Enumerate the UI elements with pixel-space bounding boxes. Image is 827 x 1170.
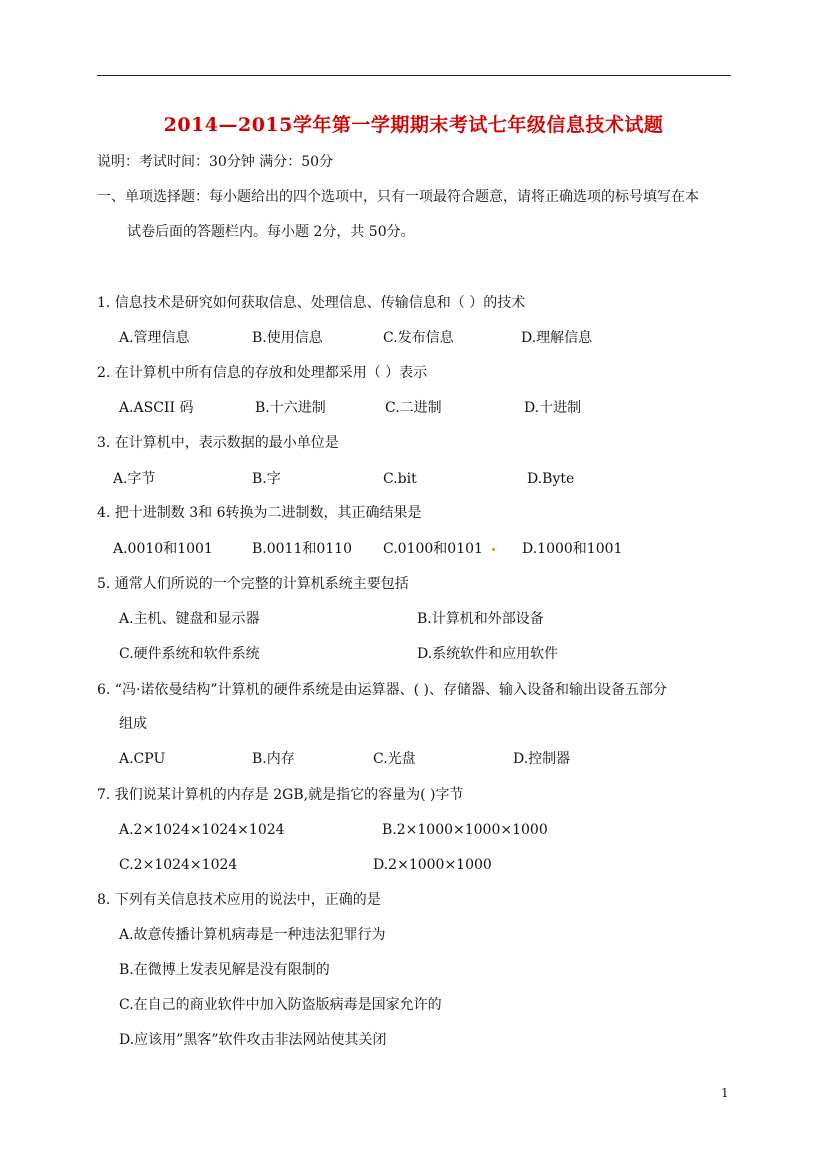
question-2-option-d: D.十进制	[524, 400, 582, 416]
section-instructions-line1: 一、单项选择题：每小题给出的四个选项中，只有一项最符合题意，请将正确选项的标号填写在本	[97, 189, 699, 205]
stray-dot	[492, 548, 495, 551]
question-1-option-d: D.理解信息	[521, 330, 593, 346]
question-4-stem: 4. 把十进制数 3和 6转换为二进制数，其正确结果是	[97, 505, 422, 521]
question-1-stem: 1. 信息技术是研究如何获取信息、处理信息、传输信息和（ ）的技术	[97, 295, 526, 311]
question-8-option-b: B.在微博上发表见解是没有限制的	[119, 962, 330, 978]
question-1-option-b: B.使用信息	[252, 330, 323, 346]
question-8-stem: 8. 下列有关信息技术应用的说法中，正确的是	[97, 892, 381, 908]
question-3-stem: 3. 在计算机中，表示数据的最小单位是	[97, 435, 339, 451]
question-6-option-c: C.光盘	[373, 751, 416, 767]
question-6-stem-continuation: 组成	[119, 716, 147, 732]
question-2-stem: 2. 在计算机中所有信息的存放和处理都采用（ ）表示	[97, 365, 428, 381]
question-8-option-d: D.应该用”黑客”软件攻击非法网站使其关闭	[119, 1032, 387, 1048]
question-5-option-b: B.计算机和外部设备	[417, 611, 544, 627]
question-1-option-c: C.发布信息	[383, 330, 454, 346]
question-7-option-b: B.2×1000×1000×1000	[382, 822, 548, 838]
question-3-option-b: B.字	[252, 471, 281, 487]
question-5-stem: 5. 通常人们所说的一个完整的计算机系统主要包括	[97, 576, 409, 592]
question-7-option-a: A.2×1024×1024×1024	[119, 822, 285, 838]
question-6-option-d: D.控制器	[513, 751, 571, 767]
question-3-option-c: C.bit	[383, 471, 417, 487]
question-3-option-a: A.字节	[113, 471, 156, 487]
header-rule	[97, 75, 731, 76]
question-7-option-d: D.2×1000×1000	[373, 857, 492, 873]
question-6-option-b: B.内存	[252, 751, 295, 767]
question-5-option-c: C.硬件系统和软件系统	[119, 646, 260, 662]
question-2-option-a: A.ASCII 码	[119, 400, 194, 416]
question-5-option-d: D.系统软件和应用软件	[417, 646, 559, 662]
question-4-option-b: B.0011和0110	[252, 541, 352, 557]
exam-title: 2014—2015学年第一学期期末考试七年级信息技术试题	[163, 114, 664, 136]
question-2-option-b: B.十六进制	[255, 400, 326, 416]
question-4-option-c: C.0100和0101	[383, 541, 483, 557]
question-3-option-d: D.Byte	[527, 471, 575, 487]
exam-note: 说明：考试时间：30分钟 满分：50分	[97, 154, 334, 170]
question-6-option-a: A.CPU	[119, 751, 166, 767]
page-number: 1	[721, 1086, 729, 1100]
question-8-option-a: A.故意传播计算机病毒是一种违法犯罪行为	[119, 927, 386, 943]
section-instructions-line2: 试卷后面的答题栏内。每小题 2分，共 50分。	[127, 224, 415, 240]
question-7-option-c: C.2×1024×1024	[119, 857, 238, 873]
question-2-option-c: C.二进制	[385, 400, 442, 416]
question-5-option-a: A.主机、键盘和显示器	[119, 611, 260, 627]
question-4-option-d: D.1000和1001	[522, 541, 623, 557]
question-4-option-a: A.0010和1001	[113, 541, 213, 557]
question-8-option-c: C.在自己的商业软件中加入防盗版病毒是国家允许的	[119, 997, 442, 1013]
question-1-option-a: A.管理信息	[119, 330, 190, 346]
question-6-stem: 6. “冯·诺依曼结构”计算机的硬件系统是由运算器、( )、存储器、输入设备和输出设备五部分	[97, 682, 667, 698]
question-7-stem: 7. 我们说某计算机的内存是 2GB,就是指它的容量为( )字节	[97, 787, 464, 803]
